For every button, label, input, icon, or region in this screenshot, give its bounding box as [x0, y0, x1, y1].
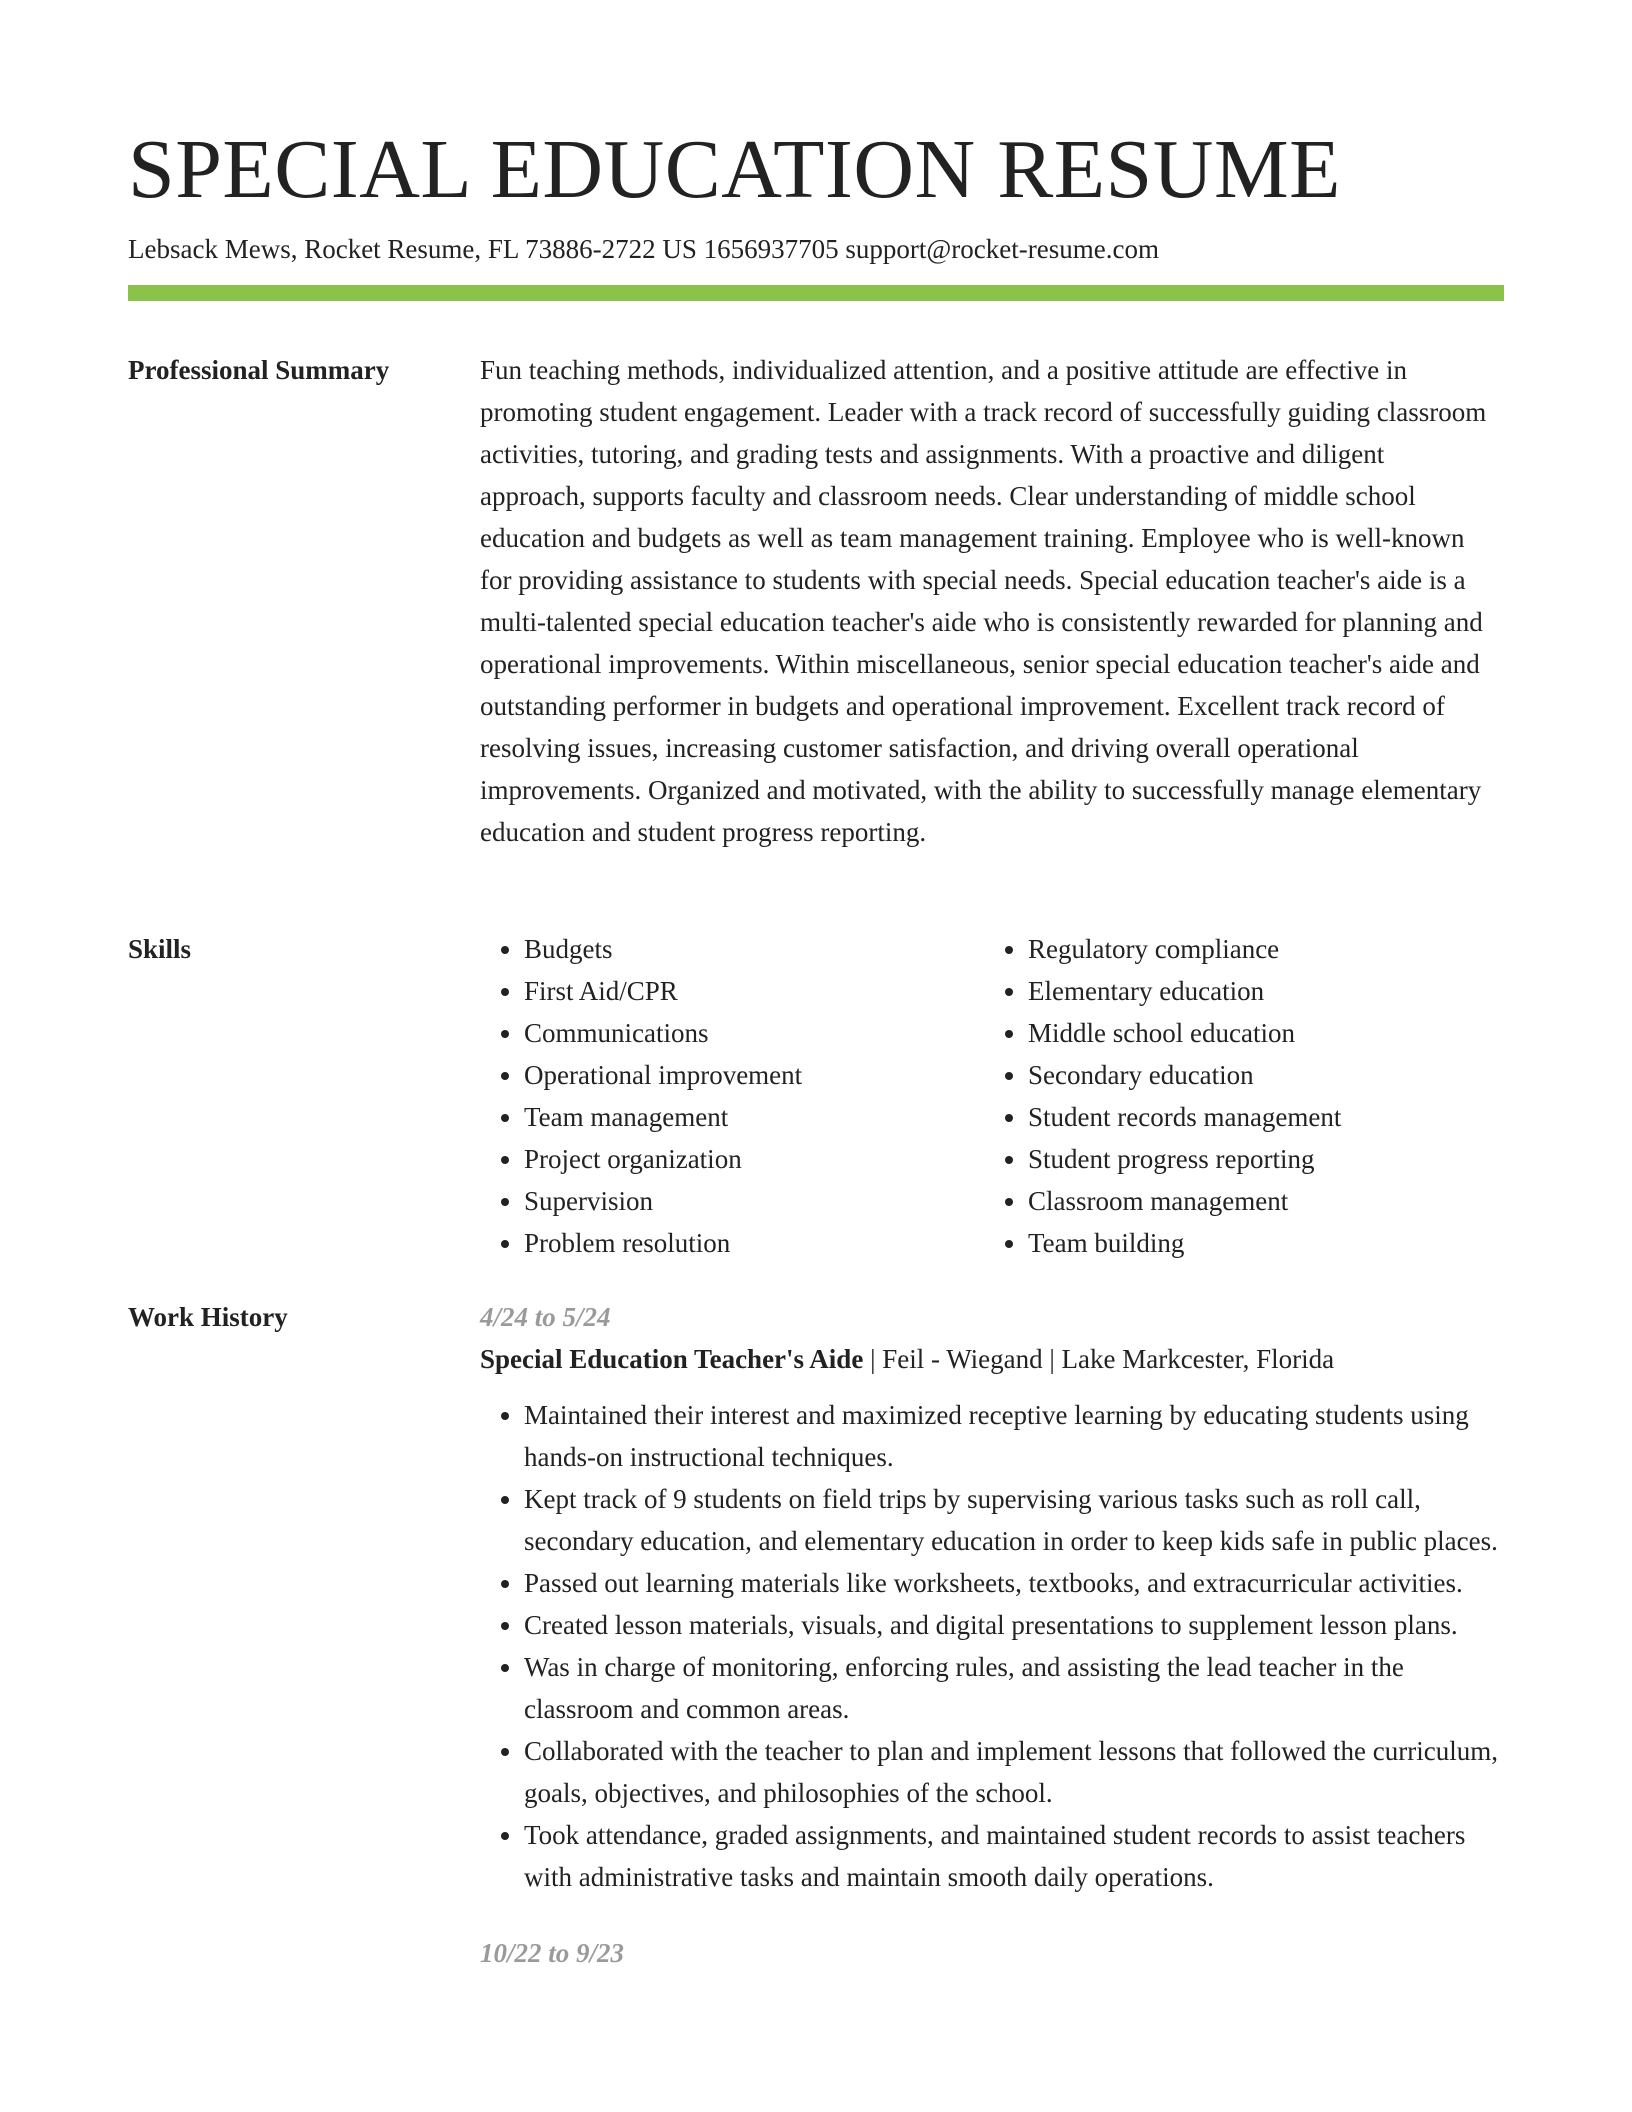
- job-bullet: • Was in charge of monitoring, enforcing rules, and assisting the lead teacher in the classroom and common areas.: [524, 1646, 1504, 1730]
- job-bullet-list: [480, 1394, 1504, 1898]
- job-entry: [480, 1296, 1504, 1898]
- skills-label: Skills: [128, 934, 192, 964]
- job-dates: 10/22 to 9/23: [480, 1938, 625, 1968]
- skill-item: • Operational improvement: [524, 1054, 984, 1096]
- job-entry: [480, 1932, 1504, 1974]
- skill-item: • Classroom management: [1028, 1180, 1488, 1222]
- contact-line: Lebsack Mews, Rocket Resume, FL 73886-2722 US 1656937705 support@rocket-resume.com: [128, 234, 1159, 264]
- job-bullet: • Passed out learning materials like worksheets, textbooks, and extracurricular activities.: [524, 1562, 1504, 1604]
- job-bullet: • Kept track of 9 students on field trips by supervising various tasks such as roll call, secondary education, and elementary education in order to keep kids safe in public places.: [524, 1478, 1504, 1562]
- skill-item: • Team management: [524, 1096, 984, 1138]
- skill-item: • Regulatory compliance: [1028, 928, 1488, 970]
- skill-item: • Problem resolution: [524, 1222, 984, 1264]
- skills-list-left: [480, 928, 984, 1264]
- job-bullet: • Collaborated with the teacher to plan and implement lessons that followed the curriculum, goals, objectives, and philosophies of the school.: [524, 1730, 1504, 1814]
- skill-item: • Elementary education: [1028, 970, 1488, 1012]
- skill-item: • First Aid/CPR: [524, 970, 984, 1012]
- job-dates: 4/24 to 5/24: [480, 1302, 611, 1332]
- skill-item: • Middle school education: [1028, 1012, 1488, 1054]
- work-history-body: [480, 1296, 1504, 1974]
- job-bullet: • Created lesson materials, visuals, and digital presentations to supplement lesson plans.: [524, 1604, 1504, 1646]
- skill-item: • Supervision: [524, 1180, 984, 1222]
- resume-title: SPECIAL EDUCATION RESUME: [128, 123, 1341, 216]
- skills-list-right: [984, 928, 1488, 1264]
- skill-item: • Project organization: [524, 1138, 984, 1180]
- summary-body: [480, 349, 1504, 853]
- job-bullet: • Took attendance, graded assignments, and maintained student records to assist teachers with administrative tasks and maintain smooth daily operations.: [524, 1814, 1504, 1898]
- skills-body: [480, 928, 1504, 1264]
- skill-item: • Team building: [1028, 1222, 1488, 1264]
- skill-item: • Student progress reporting: [1028, 1138, 1488, 1180]
- skill-item: • Communications: [524, 1012, 984, 1054]
- job-bullet: • Maintained their interest and maximized receptive learning by educating students using hands-on instructional techniques.: [524, 1394, 1504, 1478]
- skill-item: • Student records management: [1028, 1096, 1488, 1138]
- accent-divider: [128, 285, 1504, 301]
- summary-text: Fun teaching methods, individualized attention, and a positive attitude are effective in promoting student engagement. Leader with a track record of successfully guiding classroom activities, tutoring, and grading tests and assignments. With a proactive and diligent approach, supports faculty and classroom needs. Clear understanding of middle school education and budgets as well as team management training. Employee who is well-known for providing assistance to students with special needs. Special education teacher's aide is a multi-talented special education teacher's aide who is consistently rewarded for planning and operational improvements. Within miscellaneous, senior special education teacher's aide and outstanding performer in budgets and operational improvement. Excellent track record of resolving issues, increasing customer satisfaction, and driving overall operational improvements. Organized and motivated, with the ability to successfully manage elementary education and student progress reporting.: [480, 355, 1487, 847]
- job-details: | Feil - Wiegand | Lake Markcester, Florida: [863, 1344, 1335, 1374]
- skill-item: • Secondary education: [1028, 1054, 1488, 1096]
- job-heading: [480, 1338, 1504, 1380]
- work-history-label: Work History: [128, 1302, 288, 1332]
- skills-columns: [480, 928, 1504, 1264]
- summary-label: Professional Summary: [128, 355, 390, 385]
- job-title: Special Education Teacher's Aide: [480, 1344, 864, 1374]
- skill-item: • Budgets: [524, 928, 984, 970]
